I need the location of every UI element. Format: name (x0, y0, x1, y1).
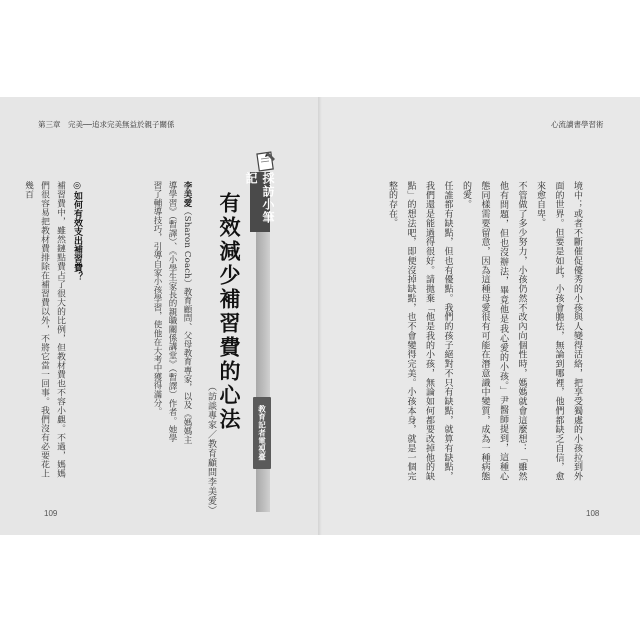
running-head-left: 第三章 完美──追求完美無益於親子關係 (38, 120, 175, 129)
question-text: 如何有效支出補習費？ (72, 191, 82, 281)
book-spread (0, 97, 640, 535)
source-badge-text: 教育記者電視臺 (257, 405, 267, 461)
page-number-right: 108 (586, 509, 600, 518)
section-label: 採訪小筆記 (244, 172, 275, 224)
pencil-note-icon (255, 149, 277, 173)
section-label-box (244, 172, 275, 232)
source-badge (253, 397, 271, 469)
running-head-right: 心流讀書學習術 (551, 120, 604, 129)
interviewee-latin-name: （Sharon Coach） (182, 207, 192, 288)
article-title: 有效減少補習費的心法 (217, 192, 241, 432)
interviewee-name: 李美愛 (182, 181, 192, 208)
right-page-body (386, 181, 586, 481)
paragraph: 不管做了多少努力，小孩仍然不改內向個性時，媽媽就會這麼想：「雖然他有問題，但也沒辦法，畢竟他是我心愛的小孩。」尹醫師提到，這種心態同樣需要留意，因為這種母愛很有可能在潛意識中變質，成為一種病態的愛。 (461, 181, 527, 481)
right-page (320, 97, 640, 535)
question-icon: ◎ (72, 181, 82, 191)
interviewee-bio (112, 181, 194, 451)
section-stripe (256, 232, 270, 512)
question-heading (71, 181, 84, 281)
answer-text: 補習費中，雖然鏈點費占了很大的比例，但教材費也不容小覷。不過，媽媽們很容易把教材費排除在補習費以外，不將它當一回事。我們沒有必要花上幾百 (23, 181, 65, 478)
page-number-left: 109 (44, 509, 58, 518)
article-subtitle: ︵訪談專家／教育顧問李美愛︶ (206, 382, 216, 515)
paragraph: 任誰都有缺點，但也有優點。我們的孩子絕對不只有缺點，就算有缺點，我們還是能過得很好。請拋棄「他是我的小孩，無論如何都要改掉他的缺點」的想法吧，即便沒掉缺點，也不會變得完美。小孩本身，就是一個完整的存在。 (387, 181, 453, 481)
left-page (0, 97, 320, 535)
interviewee-bio-text: 教育顧問、父母教育專家，以及《媽媽主導學習》（暫譯）、《小學生家長的親職關係講堂》（暫譯）作者。她學習了輔導技巧，引導自家小孩學習，使他在大考中獲得滿分。 (152, 181, 192, 445)
paragraph: 境中；或者不斷催促優秀的小孩與人變得活絡，把享受獨處的小孩拉到外面的世界。但要是如此，小孩會膽怯，無論到哪裡，他們都缺乏自信，愈來愈自卑。 (535, 181, 582, 481)
book-gutter (318, 97, 322, 535)
